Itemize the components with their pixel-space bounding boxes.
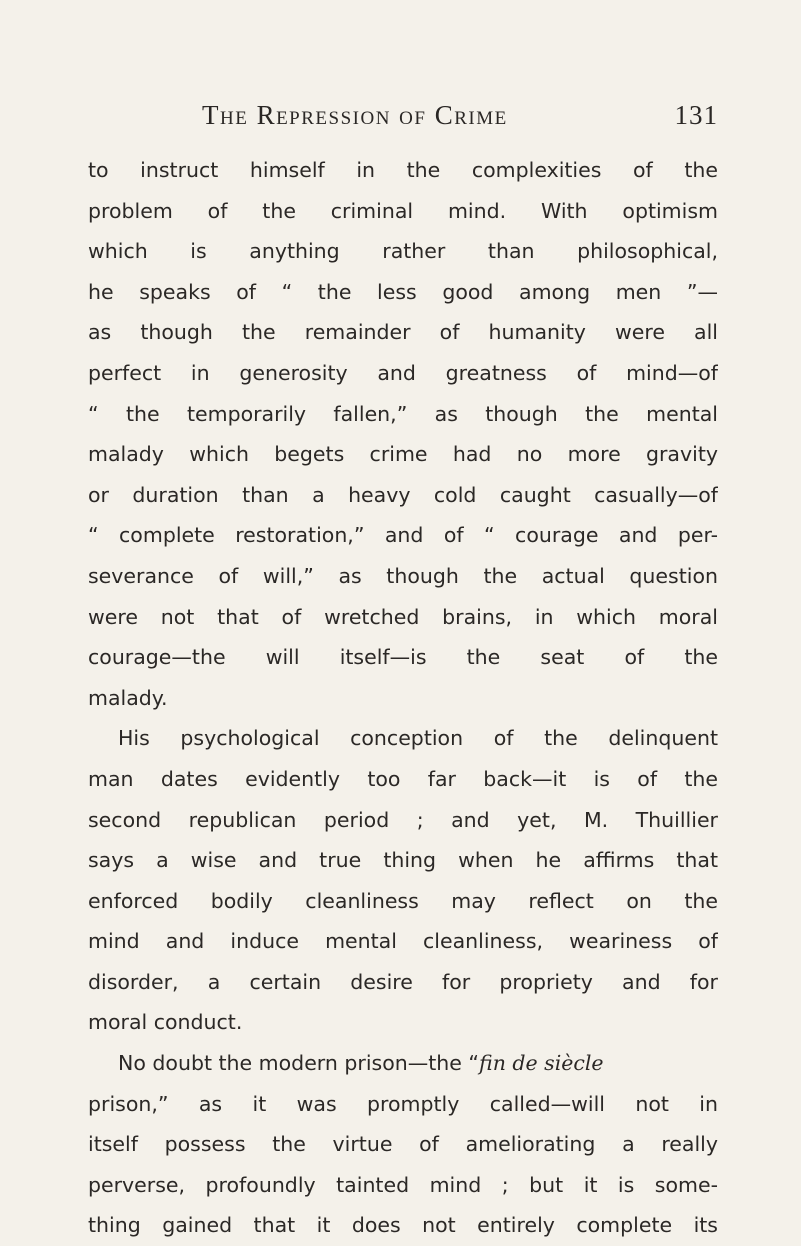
running-title: The Repression of Crime — [202, 100, 508, 130]
text-line: malady which begets crime had no more gravity — [88, 442, 718, 467]
text-line: malady. — [88, 685, 168, 710]
text-line: enforced bodily cleanliness may reflect on the — [88, 888, 718, 913]
text-line: problem of the criminal mind. With optimism — [88, 198, 718, 223]
text-line: second republican period ; and yet, M. Thuillier — [88, 807, 718, 832]
text-line: as though the remainder of humanity were all — [88, 320, 718, 345]
text-line: were not that of wretched brains, in which moral — [88, 604, 718, 629]
text-line: man dates evidently too far back—it is of the — [88, 766, 718, 791]
text-line: or duration than a heavy cold caught casually—of — [88, 482, 718, 507]
text-line: moral conduct. — [88, 1010, 243, 1035]
text-line: prison,” as it was promptly called—will not in — [88, 1091, 718, 1116]
text-line: disorder, a certain desire for propriety and for — [88, 969, 718, 994]
text-line: he speaks of “ the less good among men ”— — [88, 279, 718, 304]
text-line: perverse, profoundly tainted mind ; but it is some- — [88, 1172, 718, 1197]
text-line: which is anything rather than philosophical, — [88, 239, 718, 264]
text-line: severance of will,” as though the actual question — [88, 563, 718, 588]
text-line: to instruct himself in the complexities of the — [88, 158, 718, 182]
text-line: His psychological conception of the delinquent — [118, 726, 718, 751]
text-line — [88, 1043, 718, 1084]
text-line: courage—the will itself—is the seat of the — [88, 645, 718, 670]
text-line: “ complete restoration,” and of “ courage and per- — [88, 523, 718, 548]
text-fragment: No doubt the modern prison—the “ — [118, 1051, 480, 1076]
text-line: perfect in generosity and greatness of mind—of — [88, 360, 718, 385]
text-line: itself possess the virtue of ameliorating a really — [88, 1132, 718, 1157]
running-head — [88, 100, 718, 140]
text-line: mind and induce mental cleanliness, weariness of — [88, 929, 718, 954]
italic-phrase: fin de siècle — [479, 1051, 604, 1076]
text-line: thing gained that it does not entirely complete its — [88, 1213, 718, 1238]
body-text — [88, 150, 718, 1246]
text-line: says a wise and true thing when he affirms that — [88, 848, 718, 873]
text-line: “ the temporarily fallen,” as though the mental — [88, 401, 718, 426]
page-number: 131 — [674, 100, 718, 130]
